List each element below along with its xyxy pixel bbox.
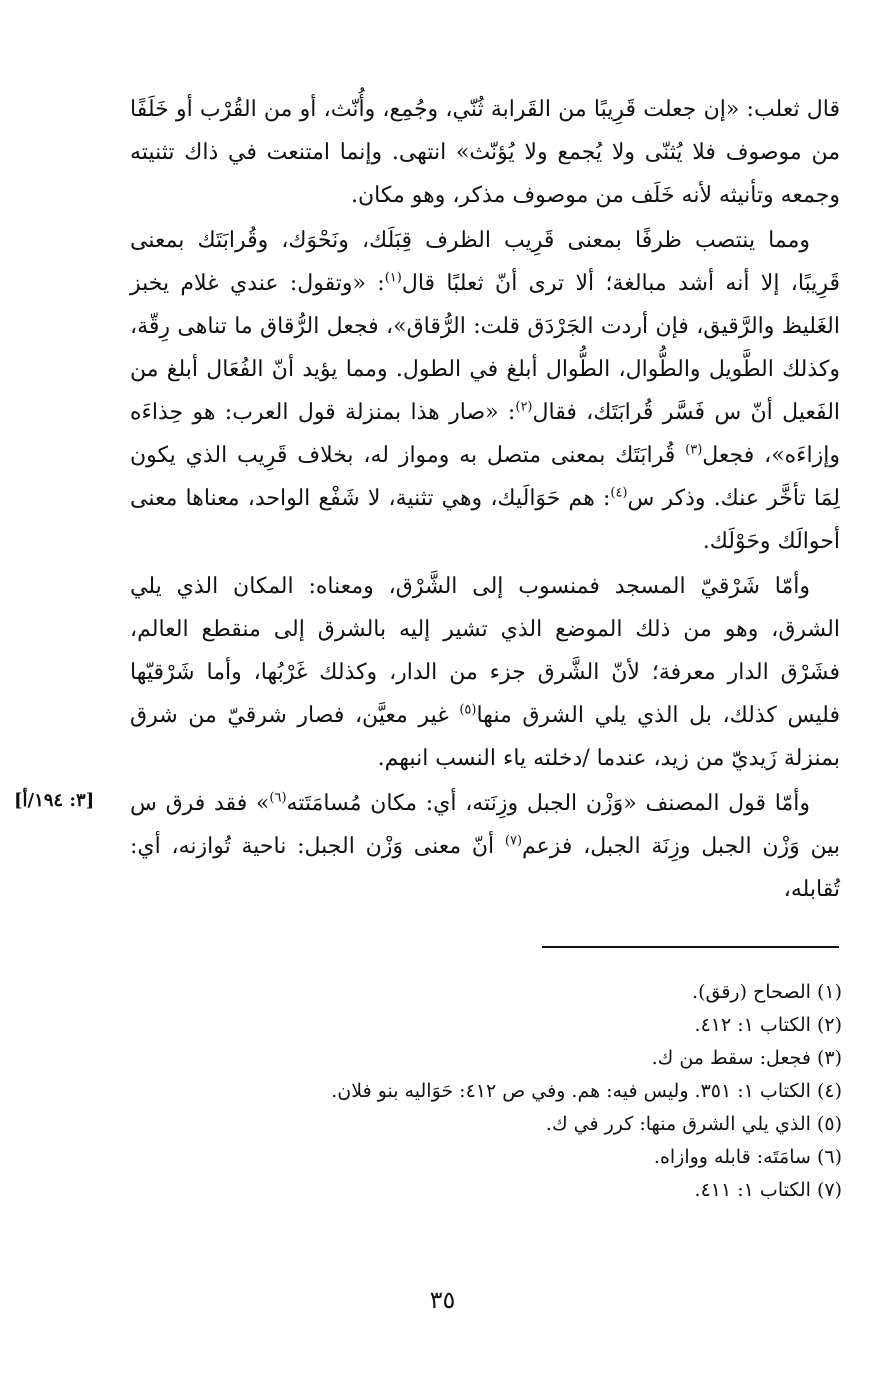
paragraph-2-text-c: : «صار هذا بمنزلة قول العرب: هو حِذاءَه وإزاءَه»، فجعل xyxy=(130,400,841,468)
footnote-4: (٤) الكتاب ١: ٣٥١. وليس فيه: هم. وفي ص ٤١٢: حَوَاليه بنو فلان. xyxy=(331,1080,842,1102)
paragraph-4-text-b: » فقد فرق س بين وَزْن الجبل وزِنَة الجبل، فزعم xyxy=(130,791,841,859)
paragraph-3 xyxy=(130,565,840,780)
paragraph-2-text-a: ومما ينتصب ظرفًا بمعنى قَرِيب الظرف قِبَلَك، ونَحْوَك، وقُرابَتَك بمعنى قَرِيبًا، إلا أنه أشد مبالغة؛ ألا ترى أنّ ثعلبًا قال xyxy=(130,228,840,296)
page-number: ٣٥ xyxy=(429,1286,456,1314)
footnote-ref-1: (١) xyxy=(384,270,402,286)
footnote-3: (٣) فجعل: سقط من ك. xyxy=(651,1047,842,1069)
paragraph-2-text-d: قُرابَتَك بمعنى متصل به ومواز له، بخلاف قَرِيب الذي يكون لِمَا تأخَّر عنك. وذكر س xyxy=(130,443,840,511)
paragraph-4-text-a: وأمّا قول المصنف «وَزْن الجبل وزِنَته، أي: مكان مُسامَتَته xyxy=(286,791,810,816)
paragraph-3-text-b: غير معيَّن، فصار شرقيّ من شرق بمنزلة زَيديّ من زيد، عندما /دخلته ياء النسب انبهم. xyxy=(130,703,840,771)
footnote-ref-2: (٢) xyxy=(515,399,533,415)
paragraph-4-text-c: أنّ معنى وَزْن الجبل: ناحية تُوازنه، أي: تُقابله، xyxy=(130,834,840,902)
footnote-2: (٢) الكتاب ١: ٤١٢. xyxy=(694,1014,842,1036)
paragraph-2 xyxy=(130,219,840,563)
footnote-ref-6: (٦) xyxy=(269,790,287,806)
footnote-ref-4: (٤) xyxy=(610,485,628,501)
footnote-ref-3: (٣) xyxy=(685,442,703,458)
paragraph-3-text-a: وأمّا شَرْقيّ المسجد فمنسوب إلى الشَّرْق، ومعناه: المكان الذي يلي الشرق، وهو من ذلك الموضع الذي تشير إليه بالشرق إلى منقطع العالم، فشَرْق الدار معرفة؛ لأنّ الشَّرق جزء من الدار، وكذلك غَرْبُها، وأما شَرْقيّها فليس كذلك، بل الذي يلي الشرق منها xyxy=(130,574,840,728)
footnote-1: (١) الصحاح (رقق). xyxy=(692,981,842,1003)
paragraph-1-text: قال ثعلب: «إن جعلت قَرِيبًا من القَرابة ثُنّي، وجُمِع، وأُنّث، أو من القُرْب أو خَلَفًا من موصوف فلا يُثنّى ولا يُجمع ولا يُؤنّث» انتهى. وإنما امتنعت في ذاك تثنيته وجمعه وتأنيثه لأنه خَلَف من موصوف مذكر، وهو مكان. xyxy=(130,97,840,208)
footnote-ref-7: (٧) xyxy=(504,833,523,849)
paragraph-2-text-e: : هم حَوَالَيك، وهي تثنية، لا شَفْع الواحد، معناها معنى أحوالَك وحَوْلَك. xyxy=(130,486,840,554)
footnote-separator xyxy=(542,946,839,948)
paragraph-4 xyxy=(130,782,840,911)
paragraph-1 xyxy=(130,88,840,217)
footnote-ref-5: (٥) xyxy=(459,702,477,718)
paragraph-2-text-b: : «وتقول: عندي غلام يخبز الغَليظ والرَّقيق، فإن أردت الجَرْدَق قلت: الرُّقاق»، فجعل الرُّقاق ما تناهى رِقّة، وكذلك الطَّويل والطُّوال، الطُّوال أبلغ في الطول. ومما يؤيد أنّ الفُعَال أبلغ من الفَعيل أنّ س فَسَّر قُرابَتَك، فقال xyxy=(130,271,841,425)
footnote-6: (٦) سامَتَه: قابله ووازاه. xyxy=(653,1146,842,1168)
footnote-5: (٥) الذي يلي الشرق منها: كرر في ك. xyxy=(545,1113,842,1135)
manuscript-folio-note: [٣: ١٩٤/أ] xyxy=(14,790,95,811)
main-text xyxy=(130,88,840,913)
footnotes xyxy=(130,976,842,1207)
footnote-7: (٧) الكتاب ١: ٤١١. xyxy=(694,1179,842,1201)
